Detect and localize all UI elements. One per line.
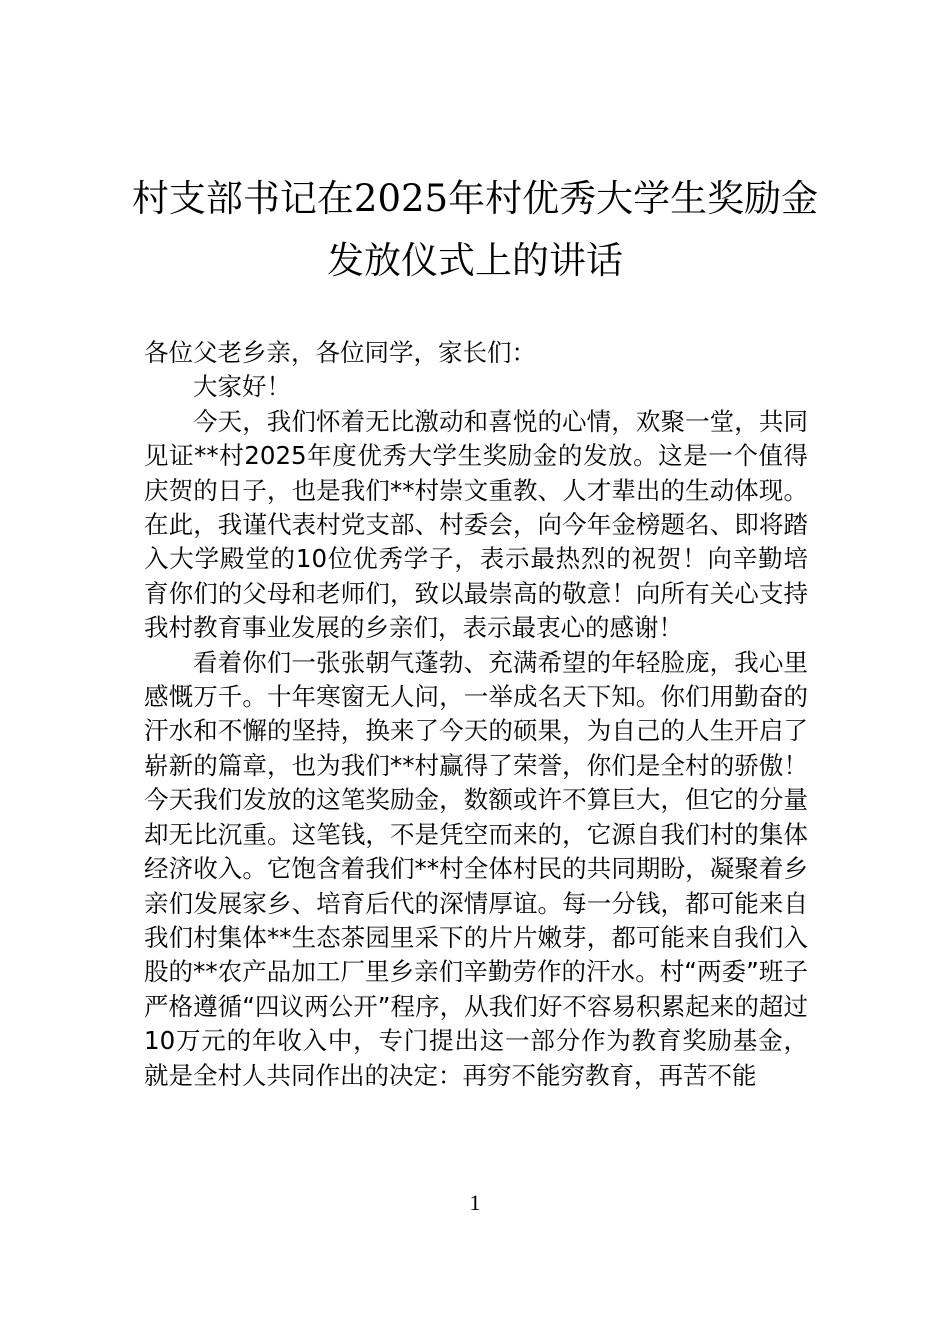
title-line-2: 发放仪式上的讲话 — [327, 239, 623, 282]
document-body — [144, 336, 808, 1093]
paragraph: 看着你们一张张朝气蓬勃、充满希望的年轻脸庞，我心里感慨万千。十年寒窗无人问，一举成名天下知。你们用勤奋的汗水和不懈的坚持，换来了今天的硕果，为自己的人生开启了崭新的篇章，也为我们**村赢得了荣誉，你们是全村的骄傲！今天我们发放的这笔奖励金，数额或许不算巨大，但它的分量却无比沉重。这笔钱，不是凭空而来的，它源自我们村的集体经济收入。它饱含着我们**村全体村民的共同期盼，凝聚着乡亲们发展家乡、培育后代的深情厚谊。每一分钱，都可能来自我们村集体**生态茶园里采下的片片嫩芽，都可能来自我们入股的**农产品加工厂里乡亲们辛勤劳作的汗水。村“两委”班子严格遵循“四议两公开”程序，从我们好不容易积累起来的超过10万元的年收入中，专门提出这一部分作为教育奖励基金，就是全村人共同作出的决定：再穷不能穷教育，再苦不能 — [144, 647, 808, 1090]
salutation: 各位父老乡亲，各位同学，家长们： — [144, 338, 536, 367]
title-line-1: 村支部书记在2025年村优秀大学生奖励金 — [131, 177, 819, 220]
page-number: 1 — [469, 1190, 481, 1215]
greeting: 大家好！ — [193, 372, 291, 402]
paragraph: 今天，我们怀着无比激动和喜悦的心情，欢聚一堂，共同见证**村2025年度优秀大学生奖励金的发放。这是一个值得庆贺的日子，也是我们**村崇文重教、人才辈出的生动体现。在此，我谨代表村党支部、村委会，向今年金榜题名、即将踏入大学殿堂的10位优秀学子，表示最热烈的祝贺！向辛勤培育你们的父母和老师们，致以最崇高的敬意！向所有关心支持我村教育事业发展的乡亲们，表示最衷心的感谢！ — [144, 406, 808, 643]
document-title — [120, 168, 830, 292]
